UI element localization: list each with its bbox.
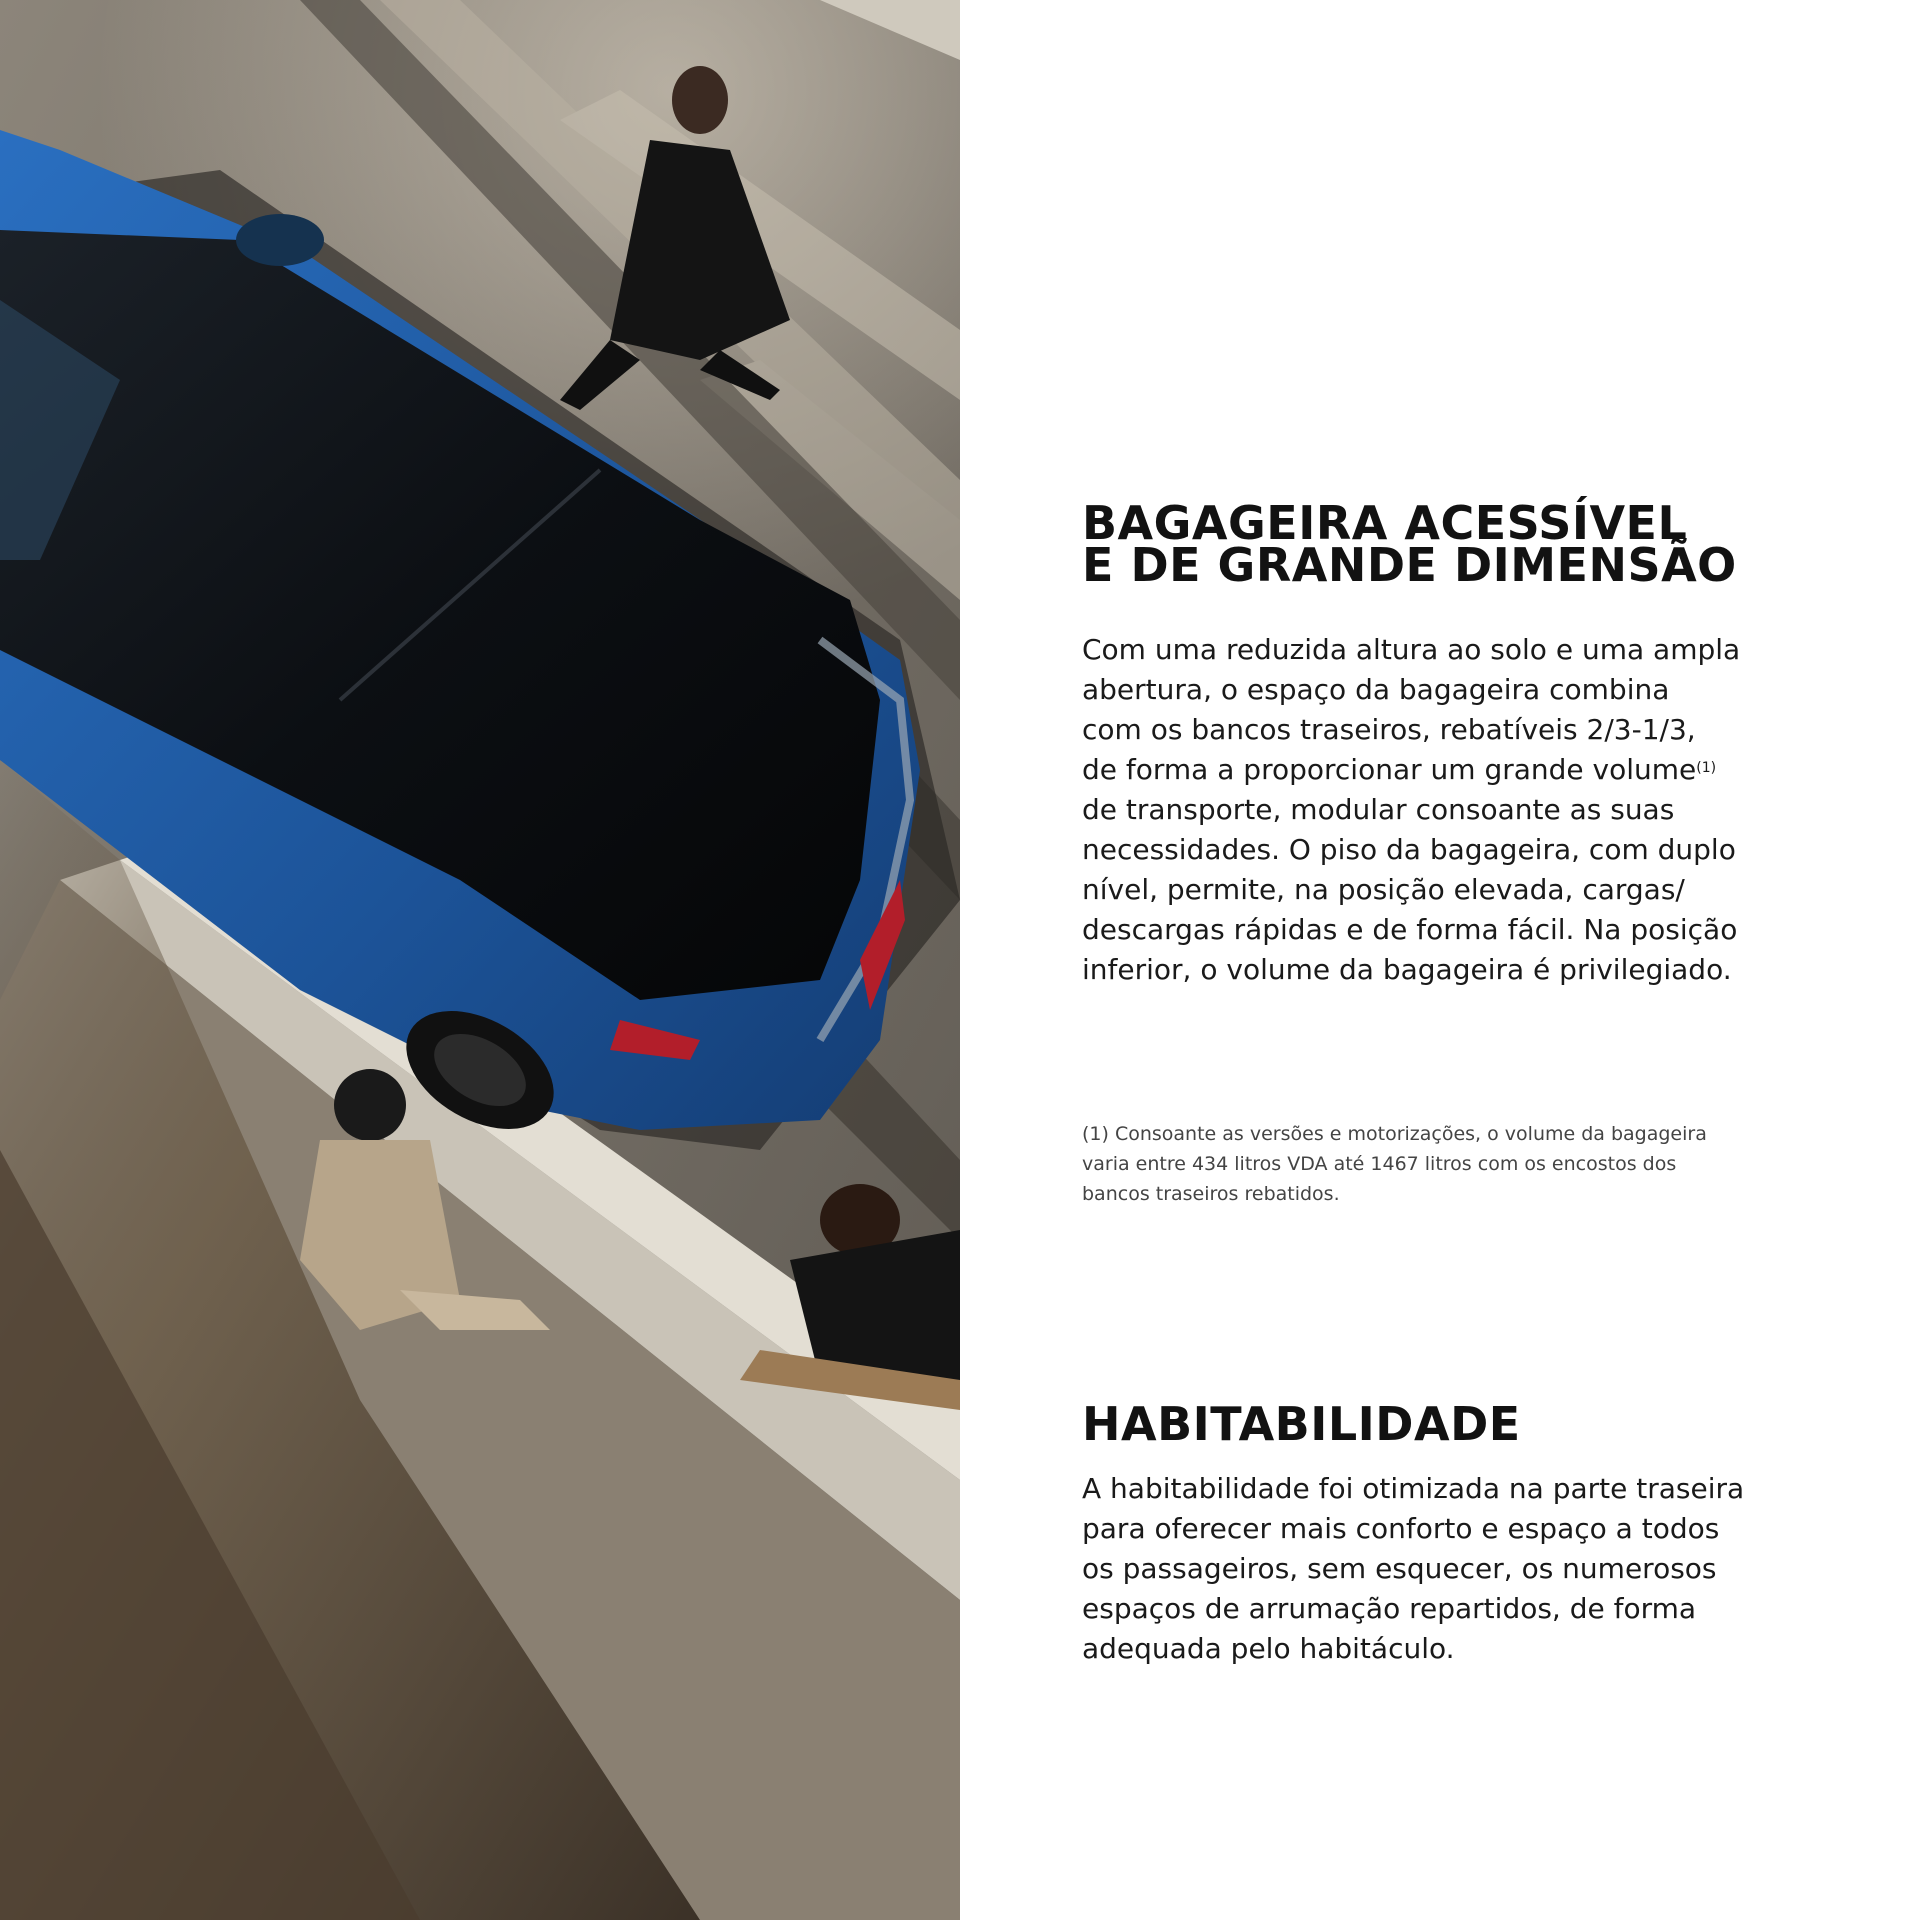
body-line: de forma a proporcionar um grande volume [1082,753,1697,786]
heading-bagageira-line: E DE GRANDE DIMENSÃO [1082,538,1737,592]
footnote-line: varia entre 434 litros VDA até 1467 litros com os encostos dos [1082,1153,1677,1175]
body-line: abertura, o espaço da bagageira combina [1082,673,1670,706]
text-column [1082,0,1842,1920]
body-line: adequada pelo habitáculo. [1082,1632,1455,1665]
body-line: inferior, o volume da bagageira é privilegiado. [1082,953,1732,986]
heading-bagageira [1082,496,1737,592]
body-line: com os bancos traseiros, rebatíveis 2/3-1/3, [1082,713,1696,746]
body-line: de transporte, modular consoante as suas [1082,793,1675,826]
body-line: A habitabilidade foi otimizada na parte traseira [1082,1472,1745,1505]
footnote-bagageira [1082,1119,1822,1209]
body-line: descargas rápidas e de forma fácil. Na posição [1082,913,1738,946]
heading-habitabilidade-line: HABITABILIDADE [1082,1397,1521,1451]
body-line: Com uma reduzida altura ao solo e uma ampla [1082,633,1741,666]
body-line: necessidades. O piso da bagageira, com duplo [1082,833,1736,866]
body-bagageira [1082,630,1822,990]
heading-habitabilidade [1082,1397,1521,1451]
footnote-line: (1) Consoante as versões e motorizações, o volume da bagageira [1082,1123,1707,1145]
footnote-marker: (1) [1696,760,1717,776]
body-line: para oferecer mais conforto e espaço a todos [1082,1512,1720,1545]
body-line: espaços de arrumação repartidos, de forma [1082,1592,1697,1625]
body-habitabilidade [1082,1469,1822,1669]
body-line: nível, permite, na posição elevada, cargas/ [1082,873,1685,906]
heading-bagageira-line: BAGAGEIRA ACESSÍVEL [1082,496,1688,550]
body-line: os passageiros, sem esquecer, os numerosos [1082,1552,1717,1585]
body-line-with-footnote [1082,750,1822,790]
footnote-line: bancos traseiros rebatidos. [1082,1183,1340,1205]
